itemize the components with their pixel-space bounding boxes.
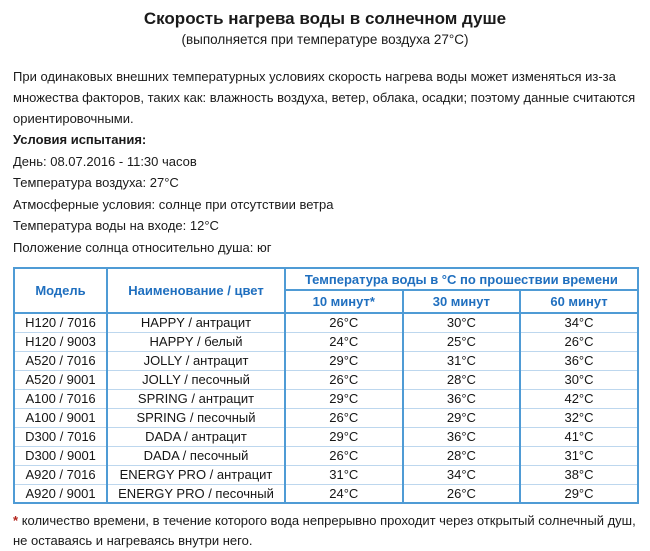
table-row xyxy=(14,370,638,389)
footnote-asterisk: * xyxy=(13,513,19,528)
cell-t30: 34°С xyxy=(403,465,521,484)
cell-model: A100 / 7016 xyxy=(14,389,107,408)
table-row xyxy=(14,351,638,370)
cell-t10: 26°С xyxy=(285,313,403,332)
cell-t30: 28°С xyxy=(403,370,521,389)
condition-atmosphere: Атмосферные условия: солнце при отсутствии ветра xyxy=(13,196,334,212)
table-row xyxy=(14,332,638,351)
footnote-text-line1: количество времени, в течение которого вода непрерывно проходит через открытый солнечный душ, xyxy=(21,513,636,528)
cell-t60: 31°С xyxy=(520,446,638,465)
condition-air-temp: Температура воздуха: 27°С xyxy=(13,175,179,190)
cell-t10: 24°С xyxy=(285,484,403,503)
cell-name: DADA / антрацит xyxy=(107,427,285,446)
cell-t60: 38°С xyxy=(520,465,638,484)
cell-t30: 28°С xyxy=(403,446,521,465)
cell-model: H120 / 9003 xyxy=(14,332,107,351)
table-body xyxy=(14,313,638,503)
cell-t30: 36°С xyxy=(403,427,521,446)
table-header xyxy=(14,268,638,313)
column-header-10min: 10 минут* xyxy=(285,290,403,313)
cell-t10: 31°С xyxy=(285,465,403,484)
cell-t60: 36°С xyxy=(520,351,638,370)
column-header-name-color: Наименование / цвет xyxy=(107,268,285,313)
cell-t30: 26°С xyxy=(403,484,521,503)
cell-name: SPRING / песочный xyxy=(107,408,285,427)
conditions-heading: Условия испытания: xyxy=(13,132,147,147)
cell-model: A520 / 7016 xyxy=(14,351,107,370)
cell-t10: 24°С xyxy=(285,332,403,351)
cell-t60: 32°С xyxy=(520,408,638,427)
cell-model: D300 / 7016 xyxy=(14,427,107,446)
cell-t10: 26°С xyxy=(285,408,403,427)
cell-t60: 41°С xyxy=(520,427,638,446)
cell-t10: 29°С xyxy=(285,427,403,446)
column-header-60min: 60 минут xyxy=(520,290,638,313)
table-row xyxy=(14,389,638,408)
cell-t30: 30°С xyxy=(403,313,521,332)
condition-day: День: 08.07.2016 - 11:30 часов xyxy=(13,153,197,169)
cell-t60: 34°С xyxy=(520,313,638,332)
column-header-model: Модель xyxy=(14,268,107,313)
footnote-text-line2: не оставаясь и нагреваясь внутри него. xyxy=(13,533,253,548)
cell-model: H120 / 7016 xyxy=(14,313,107,332)
intro-paragraph: При одинаковых внешних температурных условиях скорость нагрева воды может изменяться из-за множества факторов, таких как: влажность воздуха, ветер, облака, осадки; поэтому данные считаются ориентировочными. xyxy=(13,69,636,126)
cell-name: DADA / песочный xyxy=(107,446,285,465)
cell-t60: 29°С xyxy=(520,484,638,503)
cell-t10: 29°С xyxy=(285,351,403,370)
column-header-temp-group: Температура воды в °С по прошествии времени xyxy=(285,268,638,290)
condition-water-inlet-temp: Температура воды на входе: 12°С xyxy=(13,218,219,233)
cell-name: HAPPY / антрацит xyxy=(107,313,285,332)
table-row xyxy=(14,408,638,427)
cell-t60: 30°С xyxy=(520,370,638,389)
cell-t10: 26°С xyxy=(285,370,403,389)
cell-t60: 26°С xyxy=(520,332,638,351)
heating-speed-table xyxy=(13,267,639,504)
page-subtitle: (выполняется при температуре воздуха 27°С) xyxy=(181,32,469,47)
table-row xyxy=(14,484,638,503)
column-header-30min: 30 минут xyxy=(403,290,521,313)
cell-t30: 29°С xyxy=(403,408,521,427)
footnote xyxy=(13,511,637,551)
cell-t30: 31°С xyxy=(403,351,521,370)
cell-name: ENERGY PRO / антрацит xyxy=(107,465,285,484)
cell-t10: 29°С xyxy=(285,389,403,408)
table-row xyxy=(14,465,638,484)
cell-name: SPRING / антрацит xyxy=(107,389,285,408)
cell-model: A920 / 9001 xyxy=(14,484,107,503)
cell-t30: 36°С xyxy=(403,389,521,408)
cell-t60: 42°С xyxy=(520,389,638,408)
cell-t10: 26°С xyxy=(285,446,403,465)
cell-name: JOLLY / песочный xyxy=(107,370,285,389)
cell-name: ENERGY PRO / песочный xyxy=(107,484,285,503)
cell-model: A920 / 7016 xyxy=(14,465,107,484)
table-row xyxy=(14,446,638,465)
cell-model: A100 / 9001 xyxy=(14,408,107,427)
cell-name: HAPPY / белый xyxy=(107,332,285,351)
cell-model: D300 / 9001 xyxy=(14,446,107,465)
cell-t30: 25°С xyxy=(403,332,521,351)
page-title: Скорость нагрева воды в солнечном душе xyxy=(143,9,507,28)
cell-name: JOLLY / антрацит xyxy=(107,351,285,370)
table-row xyxy=(14,427,638,446)
condition-sun-position: Положение солнца относительно душа: юг xyxy=(13,239,272,255)
cell-model: A520 / 9001 xyxy=(14,370,107,389)
table-row xyxy=(14,313,638,332)
